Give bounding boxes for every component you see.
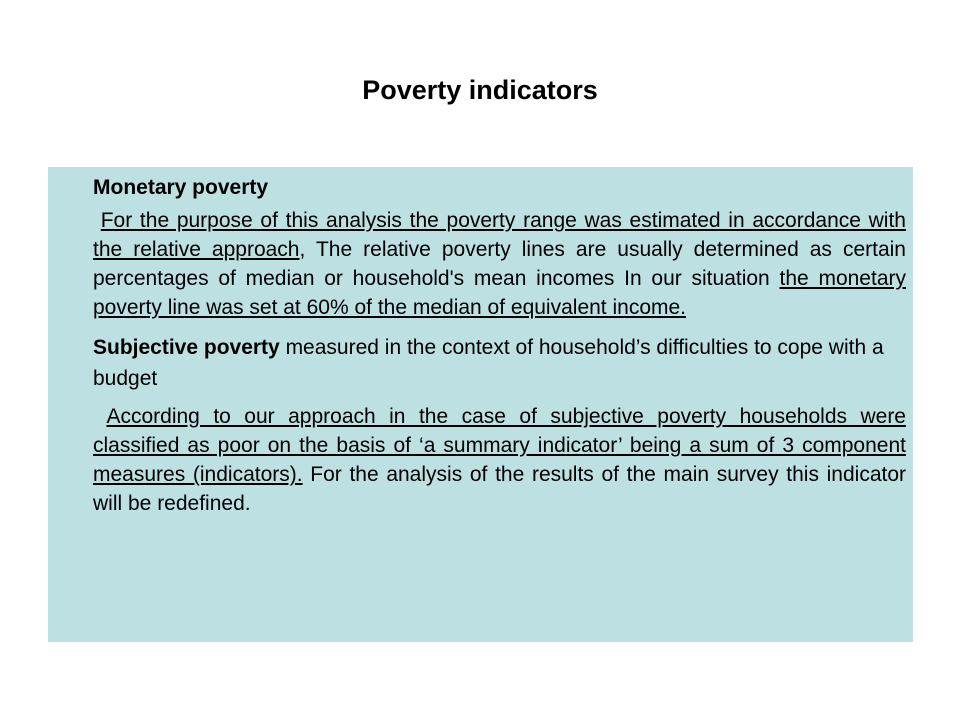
- poverty-line-text: the monetary poverty line was set at 60% of the median of equivalent income.: [93, 267, 906, 319]
- relative-lines-text: , The relative poverty lines are usually determined as certain percentages of median or household's mean incomes In our situation: [93, 238, 906, 290]
- relative-approach-text: For the purpose of this analysis the poverty range was estimated in accordance with the relative approach: [93, 209, 906, 261]
- content-box: [48, 167, 913, 642]
- subjective-poverty-heading: [93, 332, 906, 394]
- monetary-poverty-paragraph: [93, 206, 906, 322]
- slide-title: Poverty indicators: [362, 75, 598, 105]
- content-body: [93, 173, 906, 518]
- redefined-text: For the analysis of the results of the main survey this indicator will be redefined.: [93, 463, 907, 515]
- subjective-poverty-paragraph: [93, 402, 906, 518]
- summary-indicator-text: According to our approach in the case of subjective poverty households were classified as poor on the basis of ‘a summary indicator’ being a sum of 3 component measures (indicators).: [93, 405, 906, 486]
- subjective-poverty-desc: measured in the context of household’s difficulties to cope with a budget: [93, 336, 884, 390]
- monetary-poverty-heading: Monetary poverty: [93, 176, 269, 199]
- subjective-poverty-label: Subjective poverty: [93, 336, 280, 359]
